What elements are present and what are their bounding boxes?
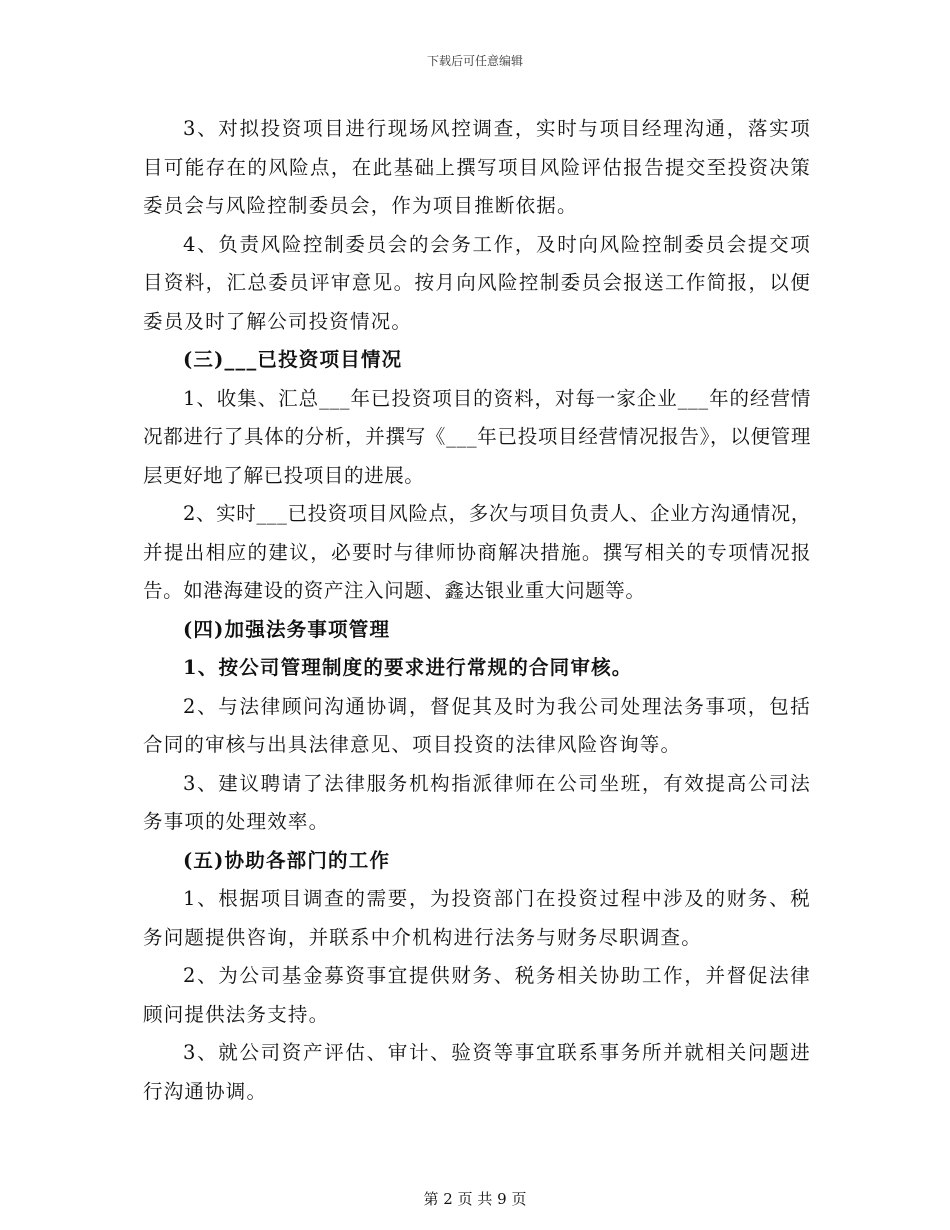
page-header: 下载后可任意编辑 [426, 54, 523, 68]
paragraph-invested-item-2: 2、实时___已投资项目风险点，多次与项目负责人、企业方沟通情况，并提出相应的建议，必要时与律师协商解决措施。撰写相关的专项情况报告。如港海建设的资产注入问题、鑫达银业重大问题等。 [143, 502, 811, 602]
document-body [143, 110, 811, 1111]
paragraph-item-3-risk-survey: 3、对拟投资项目进行现场风控调查，实时与项目经理沟通，落实项目可能存在的风险点，在此基础上撰写项目风险评估报告提交至投资决策委员会与风险控制委员会，作为项目推断依据。 [143, 117, 811, 217]
section-heading-4: (四)加强法务事项管理 [183, 617, 391, 641]
section-heading-3: (三)___已投资项目情况 [183, 348, 403, 371]
paragraph-item-4-committee-work: 4、负责风险控制委员会的会务工作，及时向风险控制委员会提交项目资料，汇总委员评审意见。按月向风险控制委员会报送工作简报，以便委员及时了解公司投资情况。 [143, 232, 811, 333]
paragraph-assist-item-3: 3、就公司资产评估、审计、验资等事宜联系事务所并就相关问题进行沟通协调。 [143, 1041, 811, 1103]
paragraph-legal-item-2: 2、与法律顾问沟通协调，督促其及时为我公司处理法务事项，包括合同的审核与出具法律意见、项目投资的法律风险咨询等。 [143, 694, 811, 756]
paragraph-assist-item-1: 1、根据项目调查的需要，为投资部门在投资过程中涉及的财务、税务问题提供咨询，并联系中介机构进行法务与财务尽职调查。 [143, 887, 811, 949]
section-heading-5: (五)协助各部门的工作 [183, 848, 391, 872]
page-number-footer: 第 2 页 共 9 页 [423, 1190, 527, 1208]
paragraph-invested-item-1: 1、收集、汇总___年已投资项目的资料，对每一家企业___年的经营情况都进行了具体的分析，并撰写《___年已投项目经营情况报告》，以便管理层更好地了解已投项目的进展。 [143, 386, 811, 487]
paragraph-legal-item-3: 3、建议聘请了法律服务机构指派律师在公司坐班，有效提高公司法务事项的处理效率。 [143, 771, 811, 833]
paragraph-assist-item-2: 2、为公司基金募资事宜提供财务、税务相关协助工作，并督促法律顾问提供法务支持。 [143, 964, 811, 1026]
paragraph-legal-item-1: 1、按公司管理制度的要求进行常规的合同审核。 [183, 656, 633, 679]
